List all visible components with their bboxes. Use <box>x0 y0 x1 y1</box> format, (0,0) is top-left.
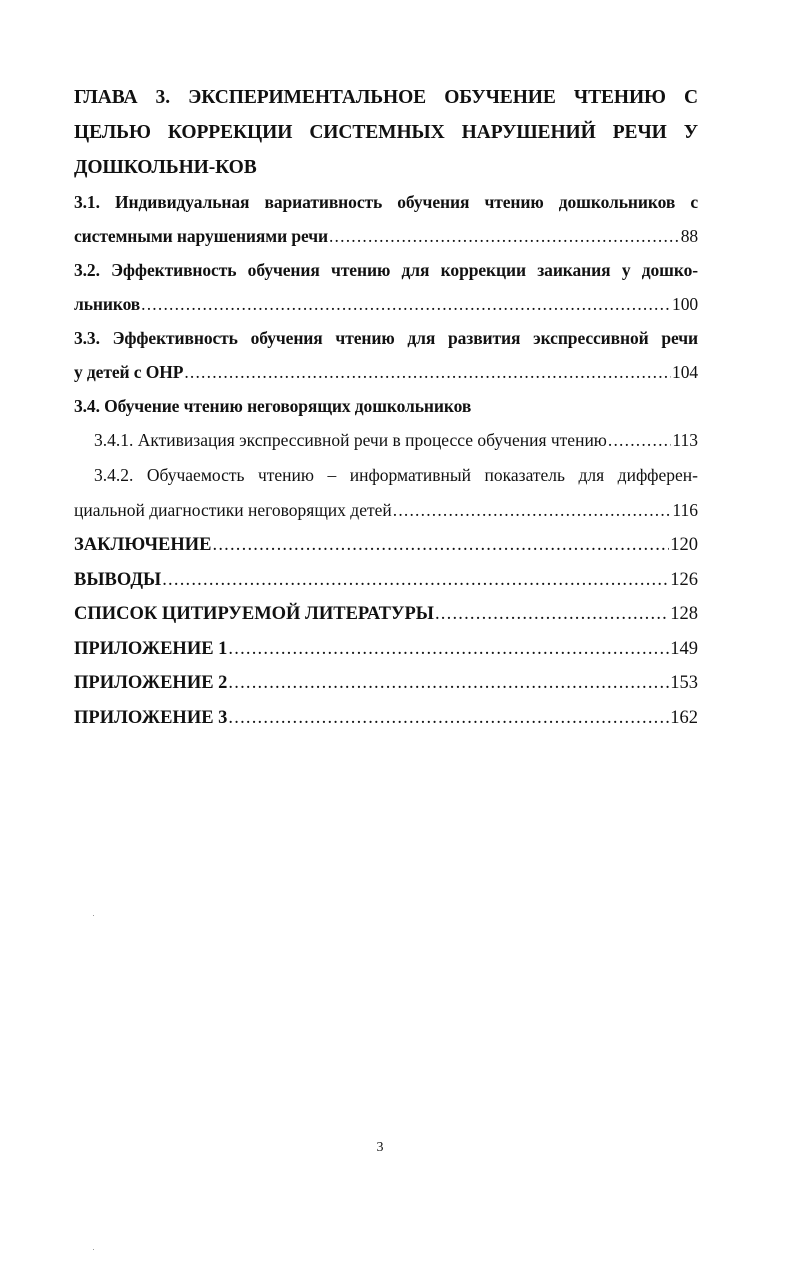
toc-entry-3-3-title-end: у детей с ОНР <box>74 362 184 382</box>
leader-dots <box>184 355 671 389</box>
toc-entry-appendix-2 <box>74 666 698 701</box>
leader-dots <box>141 287 671 321</box>
leader-dots <box>329 219 680 253</box>
toc-entry-3-3-line1: 3.3. Эффективность обучения чтению для развития экспрессивной речи <box>74 328 698 348</box>
toc-entry-3-4: 3.4. Обучение чтению неговорящих дошкольников <box>74 396 472 416</box>
toc-entry-3-1-title-end: системными нарушениями речи <box>74 226 328 246</box>
toc-entry-3-4-1 <box>74 423 698 458</box>
toc-entry-3-4-2-line1: 3.4.2. Обучаемость чтению – информативный показатель для дифферен- <box>94 465 698 485</box>
toc-entry-3-4-2-line2 <box>74 493 698 528</box>
toc-entry-references-page: 128 <box>670 604 698 624</box>
toc-entry-3-4-1-title: 3.4.1. Активизация экспрессивной речи в процессе обучения чтению <box>94 430 607 450</box>
toc-entry-references-title: СПИСОК ЦИТИРУЕМОЙ ЛИТЕРАТУРЫ <box>74 604 434 624</box>
toc-entry-3-4-1-page: 113 <box>672 430 698 450</box>
toc-entry-3-2 <box>74 253 698 321</box>
table-of-contents <box>74 80 698 735</box>
toc-entry-3-4-2-page: 116 <box>672 500 698 520</box>
toc-entry-3-3-line2 <box>74 355 698 389</box>
toc-entry-3-4-2-title-end: циальной диагностики неговорящих детей <box>74 500 392 520</box>
leader-dots <box>162 563 669 598</box>
leader-dots <box>228 701 669 736</box>
toc-entry-3-4-2 <box>74 458 698 528</box>
toc-entry-3-1 <box>74 185 698 253</box>
toc-entry-3-2-line1: 3.2. Эффективность обучения чтению для коррекции заикания у дошко- <box>74 260 698 280</box>
scan-speck <box>93 915 94 916</box>
leader-dots <box>213 528 670 563</box>
toc-entry-appendix-1-title: ПРИЛОЖЕНИЕ 1 <box>74 638 228 659</box>
leader-dots <box>228 632 669 667</box>
toc-entry-conclusion-page: 120 <box>670 535 698 555</box>
leader-dots <box>435 597 669 632</box>
toc-entry-3-3-page: 104 <box>672 362 698 382</box>
chapter-3-heading: ГЛАВА 3. ЭКСПЕРИМЕНТАЛЬНОЕ ОБУЧЕНИЕ ЧТЕНИЮ С ЦЕЛЬЮ КОРРЕКЦИИ СИСТЕМНЫХ НАРУШЕНИЙ РЕЧИ У ДОШКОЛЬНИ-КОВ <box>74 87 698 178</box>
toc-entry-conclusion-title: ЗАКЛЮЧЕНИЕ <box>74 535 212 555</box>
toc-entry-3-1-line2 <box>74 219 698 253</box>
toc-entry-appendix-3-title: ПРИЛОЖЕНИЕ 3 <box>74 707 228 728</box>
toc-entry-references <box>74 597 698 632</box>
toc-entry-3-2-page: 100 <box>672 294 698 314</box>
page-number: 3 <box>376 1140 384 1155</box>
scan-speck <box>93 1249 94 1250</box>
toc-entry-findings-title: ВЫВОДЫ <box>74 569 162 590</box>
leader-dots <box>608 423 672 458</box>
toc-entry-3-4-1-line <box>94 423 698 458</box>
toc-entry-3-1-line1: 3.1. Индивидуальная вариативность обучения чтению дошкольников с <box>74 192 698 212</box>
leader-dots <box>228 666 669 701</box>
toc-entry-appendix-3 <box>74 701 698 736</box>
toc-entry-3-1-page: 88 <box>680 226 698 246</box>
toc-entry-3-2-title-end: льников <box>74 294 141 314</box>
toc-entry-findings-page: 126 <box>670 569 698 590</box>
toc-entry-appendix-1-page: 149 <box>670 638 698 659</box>
toc-entry-appendix-2-title: ПРИЛОЖЕНИЕ 2 <box>74 673 228 693</box>
toc-entry-3-3 <box>74 321 698 389</box>
toc-entry-appendix-3-page: 162 <box>670 707 698 728</box>
toc-entry-appendix-2-page: 153 <box>670 673 698 693</box>
toc-entry-3-2-line2 <box>74 287 698 321</box>
toc-entry-conclusion <box>74 528 698 563</box>
toc-entry-appendix-1 <box>74 632 698 667</box>
leader-dots <box>393 493 672 528</box>
toc-entry-findings <box>74 563 698 598</box>
